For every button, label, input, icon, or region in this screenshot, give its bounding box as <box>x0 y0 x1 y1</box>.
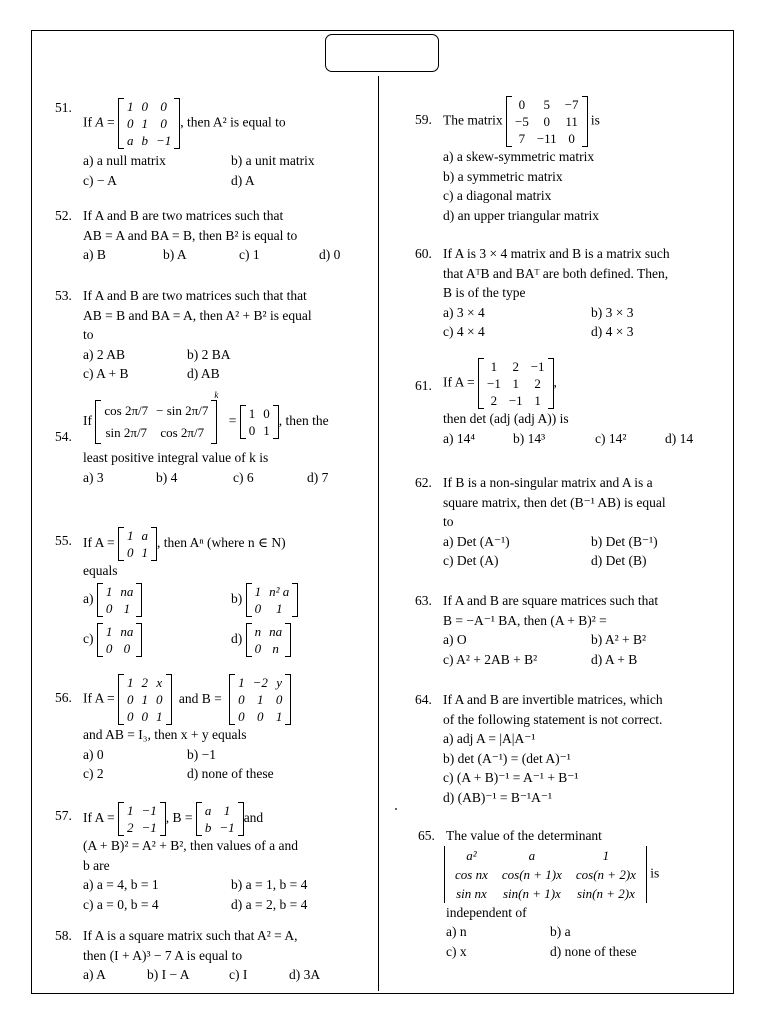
matrix <box>118 802 166 836</box>
matrix-cell: y <box>276 675 283 690</box>
option-c[interactable]: c) 14² <box>595 430 627 446</box>
matrix-cell: sin 2π/7 <box>105 425 148 440</box>
question-number: 64. <box>415 692 432 707</box>
matrix-cell: 1 <box>127 803 134 818</box>
matrix-cell: 1 <box>534 393 541 408</box>
option-c[interactable]: c) I <box>229 967 248 982</box>
matrix-cell: a <box>127 133 134 148</box>
option-a[interactable]: a) O <box>443 632 467 647</box>
matrix-cell: b <box>141 133 148 148</box>
matrix-cell: −1 <box>487 376 501 391</box>
matrix-cell: 0 <box>156 692 163 707</box>
options <box>83 468 370 488</box>
question-text: If A = <box>443 374 475 390</box>
question-text: If A = <box>83 535 115 551</box>
matrix <box>240 405 279 439</box>
option-b[interactable]: b) 1 n² a 0 1 <box>231 583 371 617</box>
question-text: equals <box>83 563 118 578</box>
option-b[interactable]: b) 4 <box>156 469 178 485</box>
matrix-cell: −7 <box>564 97 579 112</box>
option-c[interactable]: c) (A + B)⁻¹ = A⁻¹ + B⁻¹ <box>443 770 579 785</box>
matrix-cell: 0 <box>568 131 575 146</box>
matrix-cell: −2 <box>252 675 268 690</box>
matrix-cell: 2 <box>490 393 498 408</box>
option-b[interactable]: b) 14³ <box>513 430 546 446</box>
question-text: B is of the type <box>443 285 526 300</box>
option-a[interactable]: a) a null matrix <box>83 153 166 168</box>
matrix <box>506 96 588 147</box>
option-d[interactable]: d) 3A <box>289 967 321 982</box>
matrix-cell: 2 <box>141 675 148 690</box>
matrix-cell: 0 <box>263 406 270 421</box>
question-number: 55. <box>55 533 72 548</box>
matrix-cell: 0 <box>275 692 283 707</box>
matrix-cell: cos 2π/7 <box>104 403 149 418</box>
question-number: 54. <box>55 429 72 444</box>
options <box>83 875 370 914</box>
question-text: , then A² is equal to <box>180 114 286 130</box>
question-text: and B = <box>178 690 222 706</box>
question-text: If <box>83 114 96 130</box>
option-a[interactable]: a) 2 AB <box>83 346 125 362</box>
question-text: B = −A⁻¹ BA, then (A + B)² = <box>443 612 607 628</box>
header-tab-box <box>325 34 439 72</box>
question-text: The value of the determinant <box>446 828 602 843</box>
option-a[interactable]: a) 3 × 4 <box>443 304 485 320</box>
option-b[interactable]: b) a unit matrix <box>231 153 315 168</box>
matrix-cell: 0 <box>141 99 148 114</box>
question-text: is <box>590 112 600 128</box>
matrix-cell: 5 <box>543 97 550 112</box>
question-57 <box>55 802 370 914</box>
matrix-cell: −1 <box>141 803 157 818</box>
exponent: k <box>214 389 219 400</box>
option-b[interactable]: b) a = 1, b = 4 <box>231 877 308 892</box>
matrix-cell: 2 <box>127 820 134 835</box>
question-56 <box>55 674 370 784</box>
option-a[interactable]: a) 0 <box>83 746 104 762</box>
option-d[interactable]: d) 0 <box>319 247 341 262</box>
question-number: 60. <box>415 246 432 261</box>
question-text: , then the <box>278 413 329 429</box>
options <box>443 303 730 342</box>
question-number: 58. <box>55 928 72 943</box>
question-text: and AB = I₃, then x + y equals <box>83 727 247 742</box>
options <box>83 245 365 265</box>
option-d[interactable]: d) a = 2, b = 4 <box>231 896 308 912</box>
matrix-cell: 0 <box>543 114 550 129</box>
determinant-cell: 1 <box>602 847 610 863</box>
math-eq: = <box>103 114 115 130</box>
question-number: 51. <box>55 100 72 115</box>
determinant-cell: cos(n + 1)x <box>501 866 562 882</box>
question-text: If <box>83 413 92 429</box>
stray-dot <box>395 808 397 810</box>
option-c[interactable]: c) 1 <box>239 247 260 262</box>
matrix-cell: 0 <box>518 97 526 112</box>
matrix-cell: 1 <box>127 99 134 114</box>
matrix-cell: a <box>204 803 212 818</box>
question-text: then (I + A)³ − 7 A is equal to <box>83 947 243 963</box>
question-number: 53. <box>55 288 72 303</box>
matrix-cell: 2 <box>512 359 520 374</box>
matrix-cell: na <box>120 623 134 639</box>
matrix-cell: 1 <box>490 359 498 374</box>
matrix-cell: 0 <box>105 600 113 616</box>
question-text: If A is a square matrix such that A² = A, <box>83 928 298 943</box>
question-text: If A and B are two matrices such that <box>83 208 284 223</box>
math-eq: = <box>228 413 237 429</box>
question-number: 65. <box>418 828 435 843</box>
option-b[interactable]: b) I − A <box>147 967 190 982</box>
matrix-cell: −1 <box>141 820 157 835</box>
question-text: If A is 3 × 4 matrix and B is a matrix such <box>443 246 670 261</box>
matrix-cell: b <box>204 820 212 835</box>
matrix <box>118 527 157 561</box>
matrix-cell: 0 <box>127 692 134 707</box>
question-text: of the following statement is not correct. <box>443 711 663 727</box>
matrix <box>196 802 244 836</box>
matrix-cell: 7 <box>518 131 526 146</box>
option-c[interactable]: c) a = 0, b = 4 <box>83 896 159 912</box>
matrix <box>229 674 291 725</box>
option-d[interactable]: d) AB <box>187 366 220 381</box>
question-text: (A + B)² = A² + B², then values of a and <box>83 838 298 853</box>
matrix-cell: n <box>272 640 279 656</box>
options <box>443 429 730 449</box>
determinant <box>444 846 647 903</box>
option-b[interactable]: b) 3 × 3 <box>591 304 634 320</box>
matrix-cell: 1 <box>141 545 148 560</box>
option-b[interactable]: b) −1 <box>187 746 216 762</box>
option-c[interactable]: c) 2 <box>83 766 104 781</box>
option-d[interactable]: d) n na 0 n <box>231 623 371 657</box>
option-c[interactable]: c) A² + 2AB + B² <box>443 651 538 667</box>
matrix-cell: −1 <box>219 820 235 835</box>
question-61 <box>415 358 730 448</box>
question-58 <box>55 926 370 985</box>
matrix <box>95 400 217 444</box>
matrix-cell: 1 <box>123 600 131 616</box>
question-number: 56. <box>55 690 72 705</box>
option-d[interactable]: d) A <box>231 172 255 188</box>
matrix-cell: 1 <box>127 675 134 690</box>
matrix-cell: 1 <box>512 376 520 391</box>
matrix-cell: 1 <box>238 675 245 690</box>
option-a[interactable]: a) 1 na 0 1 <box>83 583 231 617</box>
option-b[interactable]: b) Det (B⁻¹) <box>591 533 658 549</box>
option-a[interactable]: a) A <box>83 967 106 982</box>
matrix-cell: −1 <box>530 359 545 374</box>
question-text: If B is a non-singular matrix and A is a <box>443 475 653 490</box>
matrix <box>118 98 180 149</box>
question-text: If A = <box>83 690 115 706</box>
options <box>83 345 365 384</box>
option-b[interactable]: b) a symmetric matrix <box>443 168 563 184</box>
matrix-cell: 0 <box>160 116 167 131</box>
matrix-cell: 11 <box>565 114 578 129</box>
option-c[interactable]: c) − A <box>83 172 117 188</box>
matrix-cell: 1 <box>254 583 262 599</box>
matrix-cell: −11 <box>536 131 557 146</box>
option-c[interactable]: c) Det (A) <box>443 553 499 568</box>
question-number: 61. <box>415 378 432 393</box>
question-51 <box>55 98 355 190</box>
options <box>83 151 355 190</box>
matrix-cell: 0 <box>254 640 262 656</box>
matrix <box>118 674 172 725</box>
matrix-cell: n² a <box>269 583 290 599</box>
matrix-cell: 1 <box>275 600 283 616</box>
options <box>443 630 730 669</box>
option-b[interactable]: b) det (A⁻¹) = (det A)⁻¹ <box>443 750 571 766</box>
question-number: 63. <box>415 593 432 608</box>
question-53 <box>55 286 365 384</box>
matrix-cell: 0 <box>127 709 134 724</box>
math-var: A <box>95 114 104 130</box>
question-text: and <box>243 810 264 826</box>
matrix-cell: 1 <box>248 406 256 421</box>
option-c[interactable]: c) 4 × 4 <box>443 324 485 339</box>
question-text: is <box>650 865 660 881</box>
question-65 <box>418 826 733 961</box>
determinant-cell: cos nx <box>455 866 488 882</box>
determinant-cell: sin nx <box>456 885 487 901</box>
option-a[interactable]: a) a skew-symmetric matrix <box>443 149 595 164</box>
option-d[interactable]: d) none of these <box>187 766 274 781</box>
option-a[interactable]: a) B <box>83 247 106 262</box>
question-text: , then Aⁿ (where n ∈ N) <box>157 535 286 551</box>
matrix-cell: 0 <box>238 709 245 724</box>
question-59 <box>415 96 730 225</box>
question-52 <box>55 206 365 265</box>
options <box>83 583 370 657</box>
matrix-cell: 0 <box>257 709 264 724</box>
option-c[interactable]: c) A + B <box>83 366 129 381</box>
matrix-cell: −5 <box>514 114 529 129</box>
question-text: least positive integral value of k is <box>83 450 269 465</box>
matrix-cell: −1 <box>508 393 523 408</box>
matrix-cell: 0 <box>141 709 148 724</box>
matrix-cell: 1 <box>141 116 148 131</box>
matrix-cell: na <box>269 623 283 639</box>
matrix-cell: 0 <box>127 116 134 131</box>
question-text: then det (adj (adj A)) is <box>443 411 569 426</box>
question-text: If A and B are two matrices such that that <box>83 288 307 303</box>
matrix-cell: na <box>120 583 134 599</box>
question-63 <box>415 591 730 669</box>
matrix-cell: 0 <box>105 640 113 656</box>
matrix-cell: 1 <box>141 692 148 707</box>
question-text: , B = <box>165 810 193 826</box>
matrix-cell: x <box>156 675 163 690</box>
matrix-cell: n <box>254 623 262 639</box>
question-text: , <box>553 374 557 390</box>
matrix-cell: 1 <box>127 528 134 543</box>
matrix-cell: 1 <box>156 709 163 724</box>
option-c[interactable]: c) x <box>446 943 467 959</box>
options <box>446 922 733 961</box>
option-d[interactable]: d) an upper triangular matrix <box>443 207 599 223</box>
question-text: independent of <box>446 904 527 920</box>
matrix-cell: 0 <box>254 600 262 616</box>
option-a[interactable]: a) a = 4, b = 1 <box>83 877 159 892</box>
option-d[interactable]: d) Det (B) <box>591 553 647 568</box>
matrix-cell: 1 <box>263 423 270 438</box>
option-c[interactable]: c) 1 na 0 0 <box>83 623 231 657</box>
question-text: If A = <box>83 810 115 826</box>
question-number: 52. <box>55 208 72 223</box>
options <box>83 965 370 985</box>
determinant-cell: a² <box>466 847 477 863</box>
matrix-cell: −1 <box>156 133 172 148</box>
option-a[interactable]: a) 3 <box>83 469 104 485</box>
option-c[interactable]: c) a diagonal matrix <box>443 188 552 203</box>
question-number: 59. <box>415 112 432 127</box>
determinant-cell: sin(n + 1)x <box>502 885 561 901</box>
option-a[interactable]: a) Det (A⁻¹) <box>443 533 510 549</box>
option-a[interactable]: a) adj A = |A|A⁻¹ <box>443 731 536 746</box>
question-text: AB = B and BA = A, then A² + B² is equal <box>83 307 312 323</box>
option-b[interactable]: b) 2 BA <box>187 346 231 362</box>
matrix-cell: 0 <box>127 545 134 560</box>
option-c[interactable]: c) 6 <box>233 469 254 485</box>
question-62 <box>415 473 730 571</box>
matrix-cell: 0 <box>248 423 256 438</box>
option-d[interactable]: d) 4 × 3 <box>591 324 634 339</box>
option-d[interactable]: d) 7 <box>307 469 329 485</box>
matrix-cell: 1 <box>105 583 113 599</box>
matrix-cell: a <box>141 528 148 543</box>
matrix-cell: cos 2π/7 <box>160 425 205 440</box>
matrix-cell: 1 <box>275 709 283 724</box>
matrix-cell: 0 <box>160 99 167 114</box>
question-text: to <box>83 327 94 342</box>
matrix-cell: 1 <box>257 692 264 707</box>
question-text: b are <box>83 857 110 873</box>
option-a[interactable]: a) n <box>446 924 467 939</box>
question-text: If A and B are invertible matrices, which <box>443 692 663 707</box>
option-d[interactable]: d) A + B <box>591 651 638 667</box>
question-text: square matrix, then det (B⁻¹ AB) is equal <box>443 494 666 510</box>
options <box>83 745 370 784</box>
question-text: If A and B are square matrices such that <box>443 593 659 608</box>
determinant-cell: cos(n + 2)x <box>575 866 636 882</box>
determinant-cell: a <box>528 847 536 863</box>
matrix-cell: 0 <box>123 640 131 656</box>
matrix-cell: 1 <box>105 623 113 639</box>
column-divider <box>378 76 379 991</box>
question-64 <box>415 690 730 807</box>
option-a[interactable]: a) 14⁴ <box>443 430 476 446</box>
question-text: to <box>443 514 454 529</box>
options <box>443 532 730 571</box>
question-number: 57. <box>55 808 72 823</box>
question-text: The matrix <box>443 112 503 128</box>
option-b[interactable]: b) a <box>550 924 571 939</box>
matrix-cell: 1 <box>223 803 231 818</box>
question-text: AB = A and BA = B, then B² is equal to <box>83 227 298 243</box>
determinant-cell: sin(n + 2)x <box>576 885 635 901</box>
option-d[interactable]: d) (AB)⁻¹ = B⁻¹A⁻¹ <box>443 789 553 805</box>
matrix-cell: 0 <box>238 692 245 707</box>
question-54 <box>55 389 370 487</box>
option-d[interactable]: d) none of these <box>550 943 637 959</box>
option-d[interactable]: d) 14 <box>665 430 694 446</box>
question-text: that AᵀB and BAᵀ are both defined. Then, <box>443 265 669 281</box>
question-55 <box>55 527 370 657</box>
matrix <box>478 358 554 409</box>
question-60 <box>415 244 730 342</box>
option-b[interactable]: b) A <box>163 247 187 262</box>
option-b[interactable]: b) A² + B² <box>591 632 647 647</box>
question-number: 62. <box>415 475 432 490</box>
matrix-cell: 2 <box>534 376 541 391</box>
matrix-cell: − sin 2π/7 <box>156 403 209 418</box>
